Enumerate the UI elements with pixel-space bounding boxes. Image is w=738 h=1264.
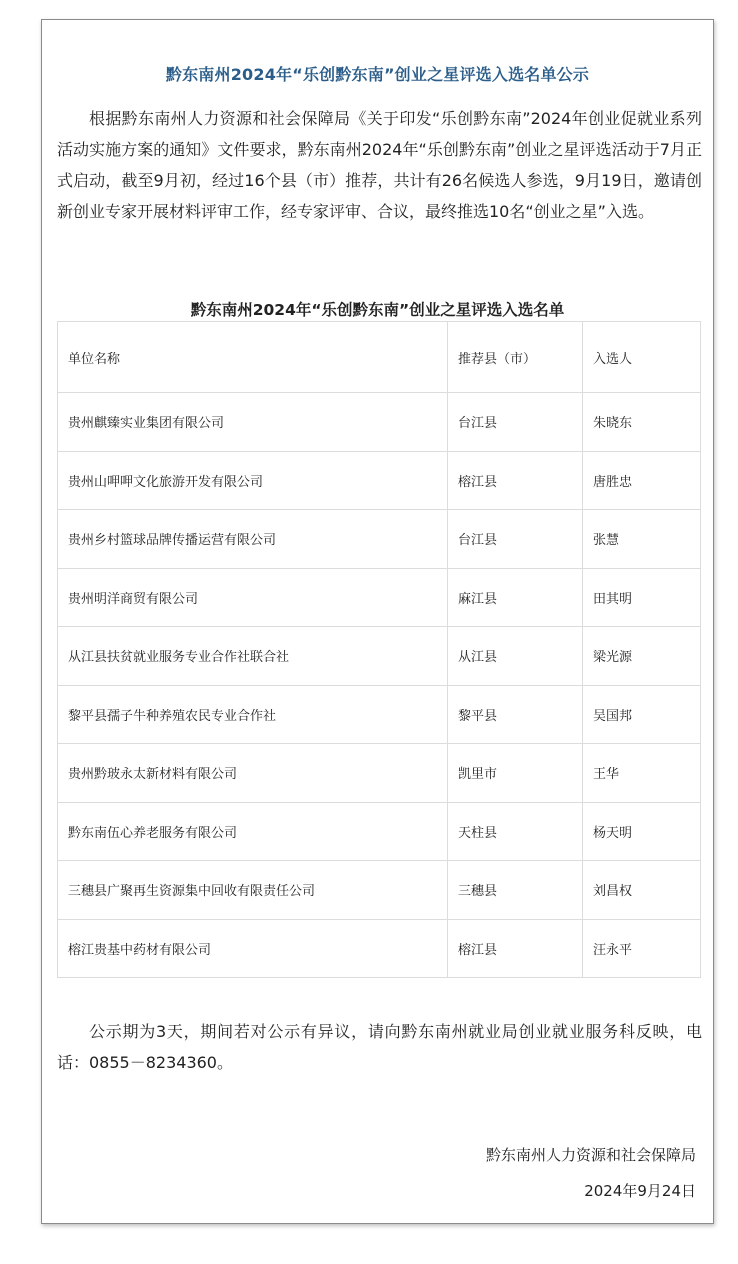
cell-county: 黎平县 — [448, 685, 583, 744]
table-row — [58, 919, 701, 978]
cell-company: 榕江贵基中药材有限公司 — [58, 919, 448, 978]
signature-organization: 黔东南州人力资源和社会保障局 — [485, 1146, 696, 1164]
notice-paragraph: 公示期为3天，期间若对公示有异议，请向黔东南州就业局创业就业服务科反映，电话：0855－8234360。 — [57, 1022, 702, 1072]
cell-winner: 刘昌权 — [583, 861, 701, 920]
cell-winner: 张慧 — [583, 510, 701, 569]
cell-company: 贵州麒臻实业集团有限公司 — [58, 393, 448, 452]
table-row — [58, 627, 701, 686]
cell-company: 黎平县孺子牛种养殖农民专业合作社 — [58, 685, 448, 744]
cell-county: 台江县 — [448, 510, 583, 569]
table-row — [58, 393, 701, 452]
winners-table — [57, 321, 701, 978]
table-row — [58, 510, 701, 569]
document-title: 黔东南州2024年“乐创黔东南”创业之星评选入选名单公示 — [165, 65, 590, 84]
document-frame — [41, 19, 714, 1224]
cell-company: 从江县扶贫就业服务专业合作社联合社 — [58, 627, 448, 686]
header-county: 推荐县（市） — [448, 322, 583, 393]
cell-county: 天柱县 — [448, 802, 583, 861]
header-winner: 入选人 — [583, 322, 701, 393]
cell-winner: 王华 — [583, 744, 701, 803]
cell-winner: 杨天明 — [583, 802, 701, 861]
cell-county: 三穗县 — [448, 861, 583, 920]
cell-winner: 唐胜忠 — [583, 451, 701, 510]
table-row — [58, 451, 701, 510]
cell-company: 三穗县广聚再生资源集中回收有限责任公司 — [58, 861, 448, 920]
signature-date: 2024年9月24日 — [584, 1182, 696, 1200]
cell-company: 贵州山呷呷文化旅游开发有限公司 — [58, 451, 448, 510]
cell-winner: 田其明 — [583, 568, 701, 627]
cell-winner: 汪永平 — [583, 919, 701, 978]
cell-winner: 朱晓东 — [583, 393, 701, 452]
cell-winner: 吴国邦 — [583, 685, 701, 744]
table-row — [58, 685, 701, 744]
cell-company: 贵州明洋商贸有限公司 — [58, 568, 448, 627]
table-row — [58, 568, 701, 627]
cell-company: 贵州黔玻永太新材料有限公司 — [58, 744, 448, 803]
table-row — [58, 802, 701, 861]
table-title: 黔东南州2024年“乐创黔东南”创业之星评选入选名单 — [190, 301, 565, 319]
cell-county: 凯里市 — [448, 744, 583, 803]
cell-county: 榕江县 — [448, 451, 583, 510]
cell-county: 从江县 — [448, 627, 583, 686]
intro-paragraph: 根据黔东南州人力资源和社会保障局《关于印发“乐创黔东南”2024年创业促就业系列活动实施方案的通知》文件要求，黔东南州2024年“乐创黔东南”创业之星评选活动于7月正式启动，截至9月初，经过16个县（市）推荐，共计有26名候选人参选，9月19日，邀请创新创业专家开展材料评审工作，经专家评审、合议，最终推选10名“创业之星”入选。 — [57, 109, 702, 221]
cell-company: 贵州乡村篮球品牌传播运营有限公司 — [58, 510, 448, 569]
table-row — [58, 744, 701, 803]
cell-county: 榕江县 — [448, 919, 583, 978]
cell-company: 黔东南伍心养老服务有限公司 — [58, 802, 448, 861]
table-row — [58, 861, 701, 920]
cell-winner: 梁光源 — [583, 627, 701, 686]
cell-county: 台江县 — [448, 393, 583, 452]
header-company: 单位名称 — [58, 322, 448, 393]
cell-county: 麻江县 — [448, 568, 583, 627]
table-header-row — [58, 322, 701, 393]
